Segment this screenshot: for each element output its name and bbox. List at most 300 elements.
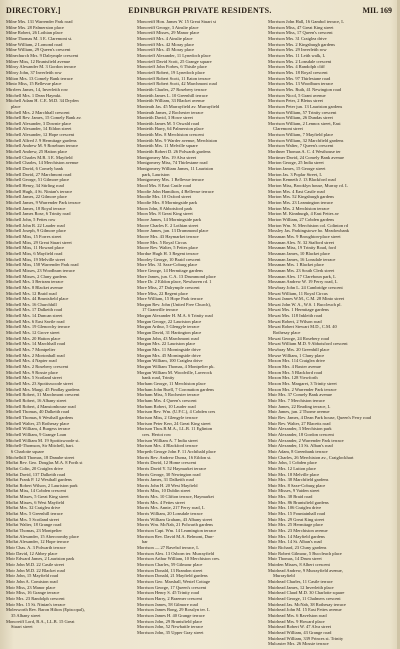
directory-entry: Monteith Robert D. 26 Polwarth gardens	[137, 149, 211, 155]
directory-entry: Mitchell Mrs. 2 Rosebery crescent	[6, 364, 69, 370]
directory-entry: Moxon Mrs. 4 Baxter avenue	[268, 364, 321, 370]
directory-entry: Moodie Mrs. 10 Oxford street	[137, 194, 192, 200]
directory-entry: More Mrs. 31 Saxe-Coburg place	[137, 262, 198, 268]
directory-entry: Morgan John, 43 Marchmont road	[137, 335, 199, 341]
directory-entry: Morham John Buell, 7 Coronation gardens	[137, 386, 214, 392]
directory-entry: Morrison John, 29 Bruntsfield place	[137, 618, 203, 624]
directory-entry: Moore Charles E. 2 Lothian street	[137, 222, 199, 228]
directory-entry: Morgan Arthur, 5 Glengyle terrace	[137, 324, 200, 330]
directory-entry: Montgomery William James, 11 Lauriston	[137, 166, 214, 172]
directory-entry: Mitchell Mrs. 14 Duncan street	[6, 313, 63, 319]
directory-entry: Mitchell William, 4 Burgess terrace	[6, 426, 71, 432]
directory-entry: Mitchell James, 18 Royal terrace	[6, 205, 66, 211]
directory-entry: Mitchell Thomas, 6 Westhall gardens	[6, 414, 74, 420]
directory-entry: Moffat Frank P. 12 Westhall gardens	[6, 477, 72, 483]
directory-entry: Morrison Walter, 7 Queen's crescent	[268, 143, 334, 149]
directory-entry: Moir Mrs. 15 St. Ninian's terrace	[6, 601, 66, 607]
directory-entry: Moon Mrs. 8 Great King street	[137, 211, 193, 217]
directory-entry: Morgan William M. Woodville, Laverock	[137, 369, 212, 375]
directory-entry: Moncreiff Misses, 29 Manor place	[137, 30, 200, 36]
directory-entry: Muir Alexander, 2 Warrender Park terrace	[268, 437, 344, 443]
directory-entry: Moore Mrs. 43 Haymarket terrace	[137, 233, 199, 239]
directory-entry: Moncreiff Mrs. 4 Ainslie place	[137, 35, 193, 41]
directory-entry: Moir Mrs. 23 Randolph crescent	[6, 595, 65, 601]
directory-entry: Morris Mrs. 10 Clifton terrace, Haymarket	[137, 494, 214, 500]
directory-entry: Mowat William M.D. 9 Abbotsford crescent	[268, 341, 348, 347]
directory-entry: Morton Wm. N. Merchiston col. Colinton rd	[268, 222, 349, 228]
directory-entry: Moffat Mrs. 5 Greenhill terrace	[6, 511, 63, 517]
directory-entry: Morrison James Bong, 29 Rosslyn ter. L	[137, 607, 210, 613]
directory-entry: Morrison Mrs. 18 Royal crescent	[268, 69, 328, 75]
directory-entry: Morrison John Hall, 16 Gambol terrace, L	[268, 19, 344, 24]
directory-entry: Mitchell Miss, 6 Mayfield road	[6, 250, 63, 256]
directory-entry: Morrison William, 2 Lennox street, East	[268, 120, 341, 126]
directory-entry: Morgan Mrs. 45 Morningside drive	[137, 352, 201, 358]
directory-entry: Muirhead Mrs. 9 Howard place	[268, 618, 325, 624]
directory-entry: Milne Thomas M. 3 E. Claremont st.	[6, 35, 73, 41]
directory-entry: Muir Alexander, 3 Merchiston park	[268, 426, 332, 432]
directory-entry: Moxon Mrs. 2 Warrender Park terrace	[268, 386, 337, 392]
directory-entry: Moorley George, 10 Braid crescent	[137, 256, 201, 262]
directory-entry: Monteith Charles, 27 Rosebery terrace	[137, 86, 207, 92]
directory-entry: Mossley Jas. Parkingstowe ho. Meadowbank	[268, 228, 349, 234]
directory-entry: Mitchell Robert, 31 Marchmont crescent	[6, 392, 80, 398]
directory-entry: Mitchell Andrew M. 9 Roseburn terrace	[6, 143, 78, 149]
directory-entry: More James, jun. C.A. 13 Drummond place	[137, 273, 216, 279]
directory-entry: Moxon Mrs. 128 Viewforth	[268, 375, 318, 381]
directory-entry: Muir Rev. James, 4 Dean Park house, Queen's Ferry road	[268, 414, 371, 420]
directory-entry: Monteath James, 2 Rochester terrace	[137, 109, 204, 115]
directory-entry: Morrison Mrs. 11 Leith walk, L	[268, 52, 326, 58]
directory-entry: Muir Mrs. 23 Merchiston avenue	[268, 528, 328, 534]
directory-entry: Morton Mrs. 4 East Castle road	[268, 188, 325, 194]
directory-entry: Morris Mrs. Annie, 217 Ferry road, L	[137, 505, 205, 511]
directory-entry: Moncrieff John Forbes, 6 Thistle place	[137, 64, 207, 70]
directory-entry: Moir Miss, 23 Manor place	[6, 584, 56, 590]
directory-entry: Morris Wm. McNab, 21 Polwarth gardens	[137, 522, 214, 528]
directory-entry: Morrison Miss, 47 Great King street	[268, 24, 334, 30]
directory-entry: Montgomery Miss, 74 Thirlestane road	[137, 160, 208, 166]
directory-entry: Moncreiff Mrs. 45 Moray place	[137, 47, 195, 53]
directory-entry: Monteith Harry, 64 Palmerston place	[137, 126, 204, 132]
directory-entry: Morrison William, 57 Trinity crescent	[268, 109, 337, 115]
directory-entry: Muir John, 1 Cobden place	[268, 460, 317, 466]
directory-entry: Mitchell Charles, 14 Merchiston avenue	[6, 160, 79, 166]
directory-entry: Rothesay place	[273, 330, 301, 336]
directory-entry: Morrison Nicol, 5 Grant avenue	[268, 92, 326, 98]
directory-entry: Muir Mrs. 18 Melville place	[268, 471, 320, 477]
directory-entry: Mitchell James, 22 Gilmore place	[6, 194, 67, 200]
directory-entry: Morison Thos.B.M.A., LL.B. 11 Eglinton	[137, 426, 213, 432]
directory-entry: Mood Mrs. 8 East Castle road	[137, 183, 191, 189]
directory-entry: Moore Rev. Walter, 5 Fettes place	[137, 245, 198, 251]
directory-entry: Morrison William, 26 Dundas street	[268, 115, 333, 121]
directory-entry: Moncrieff Alexander, 11 Lynedoch place	[137, 52, 211, 58]
directory-entry: Mitchell Mrs. 16 Churchhill	[6, 301, 57, 307]
directory-entry: Morrison George, 17 Queen's crescent	[137, 584, 207, 590]
directory-entry: Mowat George, 24 Rosebery road	[268, 335, 330, 341]
directory-entry: Morham Mrs. 4 Queen's crescent	[137, 397, 197, 403]
directory-entry: Mitchell David, 6 Comely bank	[6, 166, 64, 172]
directory-entry: Muir Mrs. 14 St. Alban's road	[268, 539, 322, 545]
directory-entry: Morrison Mrs. 2 Lonsdale crescent	[268, 58, 332, 64]
directory-entry: Moffat Miss, 14 Cobden crescent	[6, 488, 67, 494]
directory-entry: Morrison Rev. David M.A. Belmont, Dun-	[137, 533, 214, 539]
directory-entry: Morton Mrs. 2 Merchiston terrace	[268, 205, 330, 211]
directory-entry: Morrison Harry, 2 Braemer crescent	[137, 595, 203, 601]
directory-entry: Moir John A. Comiston road	[6, 578, 58, 584]
directory-entry: Muirhead Mrs. 6 Ravelston road	[268, 612, 327, 618]
directory-entry: Moffat Alexander, 15 Abercromby place	[6, 533, 79, 539]
directory-entry: Mitchell Henry, 34 Stirling road	[6, 183, 64, 189]
directory-entry: Muirhead William, 339 Princes st. Trinity	[268, 635, 344, 641]
directory-entry: Muir Mrs. 8 Saxe-Coburg place	[268, 482, 326, 488]
directory-entry: Moncrieff Robert, 19 Lynedoch place	[137, 69, 205, 75]
directory-entry: Mossman Mrs. 1 Blacket place	[268, 262, 324, 268]
directory-entry: Morpeth George John F. 11 Archibald place	[137, 448, 216, 454]
directory-entry: Mitchell Andrew, 25 Hatton place	[6, 149, 68, 155]
directory-entry: Mitchell Joseph, 9 Gilmore place	[6, 228, 66, 234]
directory-entry: Monteith Mrs. 9 Warder avenue, Merchiston	[137, 137, 218, 143]
directory-entry: Mossman Mrs. 9 Broughton-place street	[268, 233, 341, 239]
directory-entry: Morrison John, 52 Newbattle terrace	[137, 624, 204, 630]
directory-entry: Morton George, 25 India street	[268, 160, 324, 166]
directory-entry: Morris George, 30 Newington road	[137, 471, 201, 477]
directory-entry: Muirhead Charles, 11 Castle terrace	[268, 578, 333, 584]
directory-entry: Moffat Mrs. 32 Craiglea drive	[6, 505, 61, 511]
directory-entry: Morison William A. 7 India street	[137, 437, 198, 443]
directory-entry: Claremont street	[273, 126, 303, 132]
directory-entry: Monteith James M. 5 Oswald road	[137, 120, 200, 126]
directory-entry: Morrison Peter jun. 13 Lauriston gardens	[268, 103, 343, 109]
directory-entry: Muirhead James, 12 Inverleith place	[268, 584, 334, 590]
directory-entry: Morison Miss, 2 Glengyle terrace	[137, 414, 198, 420]
header-section-label: DIRECTORY.]	[6, 6, 61, 15]
directory-entry: Muir James, jun. 2 Thorne avenue	[268, 409, 330, 415]
directory-entry: Mossman Alex. 17 Clareboun park, L	[268, 273, 336, 279]
directory-entry: Muirden Misses, 8 Albert crescent	[268, 562, 330, 567]
directory-entry: Mitchell Mrs. 4 Napier road	[6, 358, 57, 364]
directory-entry: place	[11, 103, 21, 109]
directory-entry: Muir Alexander, 13 St. Alban's road	[268, 443, 333, 449]
directory-entry: Muir Robert Gilmour, 5 Buccleuch place	[268, 550, 342, 556]
directory-entry: Morrison Mrs. Ruth, 41 Newington road	[268, 86, 342, 92]
directory-entry: bar	[142, 539, 148, 545]
directory-entry: Milne William, 29 Queen's crescent	[6, 47, 71, 53]
directory-entry: Mitchell David, 27 Marchmont road	[6, 171, 72, 177]
directory-entry: Milroy John, 37 Inverleith row	[6, 69, 62, 75]
directory-entry: Moncrieff Robert Scott, 11 Eaton terrace	[137, 75, 211, 81]
directory-entry: Morris Mrs. 4 Fettes street	[137, 499, 185, 505]
directory-entry: Morton Kenneth J. 13 Blackford road	[268, 177, 336, 183]
directory-entry: Mitchell Mrs. 8 Blacket avenue	[6, 284, 63, 290]
directory-entry: Morrison Charles, 59 Gilmour place	[137, 562, 203, 567]
directory-entry: Mitchell Mrs. 14 Marchhall road	[6, 341, 66, 347]
directory-entry: Moodie John Hamilton, 4 Bellevue terrace	[137, 188, 214, 194]
directory-entry: Moir John, 15 Mayfield road	[6, 573, 59, 579]
directory-entry: Mordue Hugh H. 3 Regent terrace	[137, 250, 199, 256]
directory-entry: Morton James, 15 George street	[268, 166, 326, 172]
directory-entry: Mitchell Mrs. 17 Dalkeith road	[6, 307, 63, 313]
directory-entry: Moncreiff Lord, B.A., LL.B. 15 Great	[6, 618, 75, 624]
directory-entry: Morgan Mrs. 22 Lauriston place	[137, 341, 196, 347]
directory-entry: Molesworth Rev. Baron Hilton (Episcopal),	[6, 607, 85, 613]
directory-entry: Moon John, 8 Abbotsford park	[137, 205, 193, 211]
directory-entry: Mitchell William M. 19 Spottiswoode st.	[6, 437, 80, 443]
directory-entry: More Dr. 2 Eildon place, Newhaven rd. 1	[137, 279, 212, 285]
directory-entry: Murrayfield	[273, 573, 295, 579]
directory-entry: Mitchell Miss, 15 Forres street	[6, 233, 62, 239]
directory-entry: Moffat David, 137 Dalkeith road	[6, 471, 66, 477]
directory-entry: Moncrieff David Scott, 25 Grange square	[137, 58, 212, 64]
directory-entry: Morris David, 12 Home crescent	[137, 460, 197, 466]
directory-entry: Mitchell Alexander, 14 Eildon street	[6, 126, 72, 132]
directory-entry: Moffat Alexander, 12 Hope terrace	[6, 539, 69, 545]
directory-entry: More William, 15 Hope Park terrace	[137, 296, 203, 302]
directory-entry: Muir Misses, 9 Vaiden street	[268, 488, 320, 494]
directory-entry: Mowbray John L. 24 Cambridge crescent	[268, 284, 343, 290]
directory-entry: Mitchell Mrs. 20 Hatton place	[6, 335, 61, 341]
column-2	[137, 19, 265, 645]
directory-entry: Moxon Mrs. 114 Craiglea drive	[268, 358, 325, 364]
directory-entry: Mitchell Mrs. 6 East Savile road	[6, 318, 65, 324]
directory-entry: Mossman James, 16 Lonsdale terrace	[268, 256, 336, 262]
directory-entry: Mowat Robert Stewart M.D., C.M. 40	[268, 324, 337, 330]
directory-entry: Muirhead John M. 15 East Fettes avenue	[268, 607, 342, 613]
directory-entry: Mitchell Mrs. 2 Marchhall crescent	[6, 109, 70, 115]
directory-entry: Mirrlees James, 14, Inverleith row	[6, 86, 68, 92]
directory-entry: Monteath Jas. 45 Marrayfield av. Murrayfield	[137, 103, 220, 109]
page-header	[6, 5, 394, 17]
directory-entry: Milton Mrs. 13 Comely Bank terrace	[6, 75, 73, 81]
directory-entry: Muir Mrs. 14 Mayfield gardens	[268, 533, 325, 539]
directory-entry: Morton Jas. 3 Poplar Street, L	[268, 171, 323, 177]
directory-entry: Morgan William Thomas, 4 Montpelier pk.	[137, 364, 215, 370]
directory-entry: Moir Miss, 16 Grange terrace	[6, 590, 60, 596]
directory-entry: Moir Edward James, 2 Lauriston park	[6, 556, 75, 562]
directory-entry: Moffat Rev. Geo. Douglas M.A. 8 Forth st	[6, 460, 83, 466]
directory-entry: Mitchell Mrs. 1 Dean Haymkt.	[6, 92, 62, 98]
directory-entry: Mowat Mrs. 118 Inkleith road	[268, 313, 323, 319]
directory-entry: Moncreiff Mrs. 42 Moray place	[137, 41, 195, 47]
directory-entry: Morrison Mrs. 31 Craiglea drive	[268, 35, 327, 41]
directory-columns	[6, 19, 396, 645]
directory-entry: Mowat Mrs. 1 Hermitage gardens	[268, 307, 329, 313]
directory-entry: bank road, Trinity	[142, 375, 175, 381]
directory-entry: Mowse William, 1 Cluny place	[268, 352, 325, 358]
directory-entry: Morgan George, 22 Lauriston place	[137, 318, 202, 324]
directory-entry: Morrison Mrs. 2 Kingsburgh gardens	[268, 41, 336, 47]
directory-entry: Mitchell Robert, 16 Albany street	[6, 397, 67, 403]
directory-entry: Mitchell John R. 22 Lauder road	[6, 222, 65, 228]
directory-entry: Moir John M.D. 22 Castle street	[6, 562, 65, 567]
directory-entry: Moir Chas. A. 3 Polwarth terrace	[6, 545, 66, 551]
directory-entry: Mossman Andrew W. 19 Ferry road, L	[268, 279, 338, 285]
directory-entry: Mitchell Alexander, 12 Hope crescent	[6, 132, 75, 138]
directory-entry: Morgan Rev. John (United Free Church),	[137, 301, 211, 307]
directory-entry: Mowat James W.M., C.M. 28 Minto street	[268, 296, 345, 302]
directory-entry: Muirhead George, 11 Chalmers crescent	[268, 595, 341, 601]
directory-entry: Mowat John W. A., W.S. 1 Buccleuch pl.	[268, 301, 342, 307]
directory-entry: Muir Mrs. 38 Braid road	[268, 494, 313, 500]
directory-entry: Morrison James, 58 Gilmore road	[137, 601, 198, 607]
directory-entry: 6 Charlotte square	[11, 448, 44, 454]
directory-entry: Mitchell Mrs. Margt. 45 Findlay gardens	[6, 386, 80, 392]
directory-entry: Morison Rev. Wm. (U.F.C.), 4 Cobden cres	[137, 409, 216, 415]
directory-entry: Milne William, 2 Lomond road	[6, 41, 63, 47]
directory-entry: 35 Albany street	[11, 612, 41, 618]
directory-entry: Morrison Henry S. 45 Trinity road	[137, 590, 200, 596]
directory-entry: Morrison Mrs. 13 Woodburn terrace	[268, 81, 334, 87]
directory-entry: Mitchell Adam H. C.E. M.D. 34 Dryden	[6, 98, 79, 104]
directory-entry: Milne Robert, 26 Lothian place	[6, 30, 63, 36]
directory-entry: Moore Mrs. 5 Royal Circus	[137, 239, 187, 245]
directory-entry: Muirhead Jas. McNab, 38 Rothesay terrace	[268, 601, 346, 607]
directory-entry: Muir Adam, 8 Greenbank terrace	[268, 448, 328, 454]
directory-entry: Muir Mrs. 86 Bruntsfield gardens	[268, 499, 329, 505]
directory-entry: Muir Mrs. 12 Lutton place	[268, 465, 316, 471]
directory-entry: Mitchell Miss, 11 Howard place	[6, 245, 64, 251]
directory-entry: Milnechurch Mrs. 9 Dalrymple crescent	[6, 52, 79, 58]
directory-entry: Mitchell Mrs. 9 Rossie place	[6, 369, 58, 375]
directory-entry: More Miss, 22 Regent place	[137, 290, 188, 296]
directory-entry: Morgan William, 100 Craiglea drive	[137, 358, 203, 364]
directory-entry: Muir James, 22 Reading terrace, L	[268, 403, 331, 409]
directory-entry: Morton Mrs. 52 Kingsburgh gardens	[268, 194, 335, 200]
directory-entry: Morison Peter Kerr, 24 Great King street	[137, 420, 211, 426]
directory-entry: Mossman Alex. N. 32 Stafford street	[268, 239, 335, 245]
directory-entry: More Miss, 27 Dalrymple crescent	[137, 284, 200, 290]
directory-entry: 17 Granville terrace	[142, 307, 178, 313]
directory-entry: Milner Miss, 12 Bruntsfield avenue	[6, 58, 71, 64]
directory-entry: Mitchell Mrs. 44 Bruntsfield place	[6, 296, 69, 302]
directory-entry: Moffat Thomas, 23 Montpelier	[6, 528, 62, 534]
directory-entry: Mitchell Mrs. 19 Glenorchy terrace	[6, 324, 70, 330]
directory-entry: Morgan David, 31 Hartington place	[137, 330, 202, 336]
directory-entry: Mitchell-Thomson, Sir Mitchell, bart.	[6, 443, 74, 449]
directory-entry: More George, 14 Hermitage gardens	[137, 267, 204, 273]
directory-entry: Morton Miss, Brooklyn house, Murray rd. L	[268, 183, 348, 189]
directory-entry: Morrison Geo. Marshall, Westel Cottage	[137, 578, 211, 584]
directory-entry: Morrison William, 32 Marchfield gardens	[268, 137, 344, 143]
directory-entry: Morris James, 31 Dalkeith road	[137, 477, 194, 483]
directory-entry: Minto Miss, 15 Bellevue place	[6, 81, 62, 87]
directory-entry: Morton William, 27 Cobden gardens	[268, 216, 335, 222]
directory-entry: Morrison Alex. 13 Osborn ter. Murrayfield	[137, 550, 215, 556]
directory-entry: Morrison Capt. Wm. 14 Leamington terrace	[137, 528, 217, 534]
directory-entry: Mowbray Mrs. 20 Greenhill place	[268, 347, 330, 353]
directory-entry: Muir Mrs. 37 Comely Bank avenue	[268, 392, 332, 398]
directory-entry: Mitchell Thomas, 40 Dalkeith road	[6, 409, 70, 415]
directory-entry: Morrison John, 35 Upper Gray street	[137, 629, 204, 635]
directory-entry: Muir Rev. Walter, 27 Blacetts road	[268, 420, 331, 426]
directory-entry: Moncreiff George, 3 Ainslie place	[137, 24, 199, 30]
directory-entry: Mitchell Mrs. 3 Bertram terrace	[6, 279, 64, 285]
directory-entry: Mowat William, 11 Royal Circus	[268, 290, 328, 296]
directory-entry: Mitchell Alexander, 3 Downie place	[6, 120, 72, 126]
directory-entry: Mitchell Misses, 23 Woodburn terrace	[6, 267, 75, 273]
directory-entry: Mulcaster Mrs. 26 Mossie terrace	[268, 641, 329, 645]
directory-entry: Moffat Walter, 18 Grange road	[6, 522, 62, 528]
directory-entry: Mossman Miss, 19 Trinity Road, ford	[268, 245, 336, 251]
directory-entry: Mitchell Walter, 25 Rothesay place	[6, 420, 70, 426]
directory-entry: Muirhead William, 43 Grange road	[268, 629, 332, 635]
column-3	[268, 19, 396, 645]
directory-entry: Morrison James H. 40 Grange terrace	[137, 612, 205, 618]
directory-entry: Mitchell Misses, 2 Cluny gardens	[6, 273, 67, 279]
directory-entry: Mortimer David, 24 Comely Bank avenue	[268, 154, 344, 160]
directory-entry: Morrison Mrs. 29 Inverleith row	[268, 47, 327, 53]
directory-entry: Mowat Robert, 2 Wilson road	[268, 318, 322, 324]
directory-entry: Morgan Mrs. 11 Morningside drive	[137, 347, 201, 353]
directory-entry: Muir Mrs. 25 Hermitage place	[268, 522, 323, 528]
directory-entry: Mitchell Mrs. 7 Montpelier	[6, 347, 56, 353]
directory-entry: Moffat Robert Wilson, 2 Lauriston park	[6, 482, 78, 488]
directory-entry: Mitchell Mrs. 12 Grove street	[6, 330, 60, 336]
directory-entry: Mitchell John, 5 Fettes row	[6, 216, 56, 222]
column-1	[6, 19, 134, 645]
directory-entry: Mitchell William, 9 Grange Loan	[6, 431, 67, 437]
directory-entry: Muirhead Robert W. 47 Alva street	[268, 624, 331, 630]
directory-entry: Muir Richard, 23 Cluny gardens	[268, 545, 327, 551]
directory-entry: Mitchell Hugh, 4 St. Ninian's terrace	[6, 188, 73, 194]
header-title: EDINBURGH PRIVATE RESIDENTS.	[128, 6, 272, 15]
directory-entry: Moore James, jun. 13 Drummond place	[137, 228, 209, 234]
directory-entry: Muir Mrs. 29 Great King street	[268, 516, 325, 522]
directory-entry: Muir Mrs. 106 Craiglea drive	[268, 505, 322, 511]
directory-entry: Monteith Mrs. 11 Melville square	[137, 143, 198, 149]
directory-entry: Monteith James L. 10 Greenhill terrace	[137, 92, 208, 98]
directory-entry: Moxon Mrs. Margaret, 3 Trinity street	[268, 381, 337, 386]
directory-entry: Milroy Alexander M. 3 Gordon terrace	[6, 64, 76, 70]
directory-entry: Muir Mrs. 15 Fountainhall road	[268, 511, 326, 517]
directory-entry: Mitchell George, 51 Gilmore place	[6, 177, 70, 183]
directory-entry: Muir Charles, 26 Merchiston av., Craiglockhart	[268, 454, 354, 460]
directory-entry: Morison Mrs. 4 Blackford terrace	[137, 443, 198, 449]
directory-entry: Moir David, 12 Abbey place	[6, 550, 58, 556]
directory-entry: Morrison Arthur William, 10 Merchiston cres.	[137, 556, 221, 562]
directory-entry: Mitchell Mrs. 5 Scotland street	[6, 375, 62, 381]
directory-entry: Mitchell Mrs. 2 Mortonhall road	[6, 352, 65, 358]
directory-entry: cres. Heriot row	[142, 431, 172, 437]
directory-entry: Morris Rev. Andrew Durna, 16 Eildon st.	[137, 454, 212, 460]
directory-entry: Montgomery Mrs. 1 Bellevue terrace	[137, 177, 204, 183]
directory-entry: Morris David Y. 52 Haymarket terrace	[137, 465, 207, 471]
directory-entry: Morrison — 27 Ravelsd terrace, L	[137, 545, 199, 551]
directory-entry: Mitchell Mrs. 23 Spottiswoode street	[6, 381, 73, 386]
directory-entry: Morris William, 20 Lonsdale terrace	[137, 511, 203, 517]
directory-entry: Morham Robert, 10 Lauder road	[137, 403, 196, 409]
directory-entry: Muir Alexander, 18 Gordon crescent	[268, 431, 334, 437]
directory-entry: Moxon Mrs. 5 Blackford road	[268, 369, 323, 375]
directory-entry: Morrison Mrs. 4 Randolph cliff	[268, 64, 325, 70]
directory-entry: Mitchell James Rose, 6 Trinity road	[6, 211, 71, 217]
directory-entry: Muir Mrs. 38 Marchfield gardens	[268, 477, 329, 483]
directory-entry: Mitchell Miss, 158 Warrender Park road	[6, 262, 79, 268]
directory-entry: Moffat Mrs. 5 Scotland street	[6, 516, 60, 522]
directory-entry: Morrison Donald, 21 Mayfield gardens	[137, 573, 208, 579]
directory-entry: Mossman James, 10 Blacket place	[268, 250, 330, 256]
directory-entry: Moncrieff Robert Scott, 42 Marchmont road	[137, 81, 217, 87]
header-page-number: MIL 169	[362, 6, 392, 15]
directory-entry: Muir Thomas, 14 Drum street	[268, 556, 322, 562]
directory-entry: Morrison William, 7 Mayfield place	[268, 132, 334, 138]
directory-entry: Morham George, 11 Merchiston place	[137, 381, 206, 386]
directory-entry: Mitchell Alfred J. 9 Hermitage gardens	[6, 137, 77, 143]
directory-entry: Monteith Mrs. 8 Merchiston crescent	[137, 132, 204, 138]
directory-entry: Mitchelhill Thomas, 18 Danube street	[6, 454, 75, 460]
directory-entry: Mitchell Miss, 29 Great Stuart street	[6, 239, 72, 245]
